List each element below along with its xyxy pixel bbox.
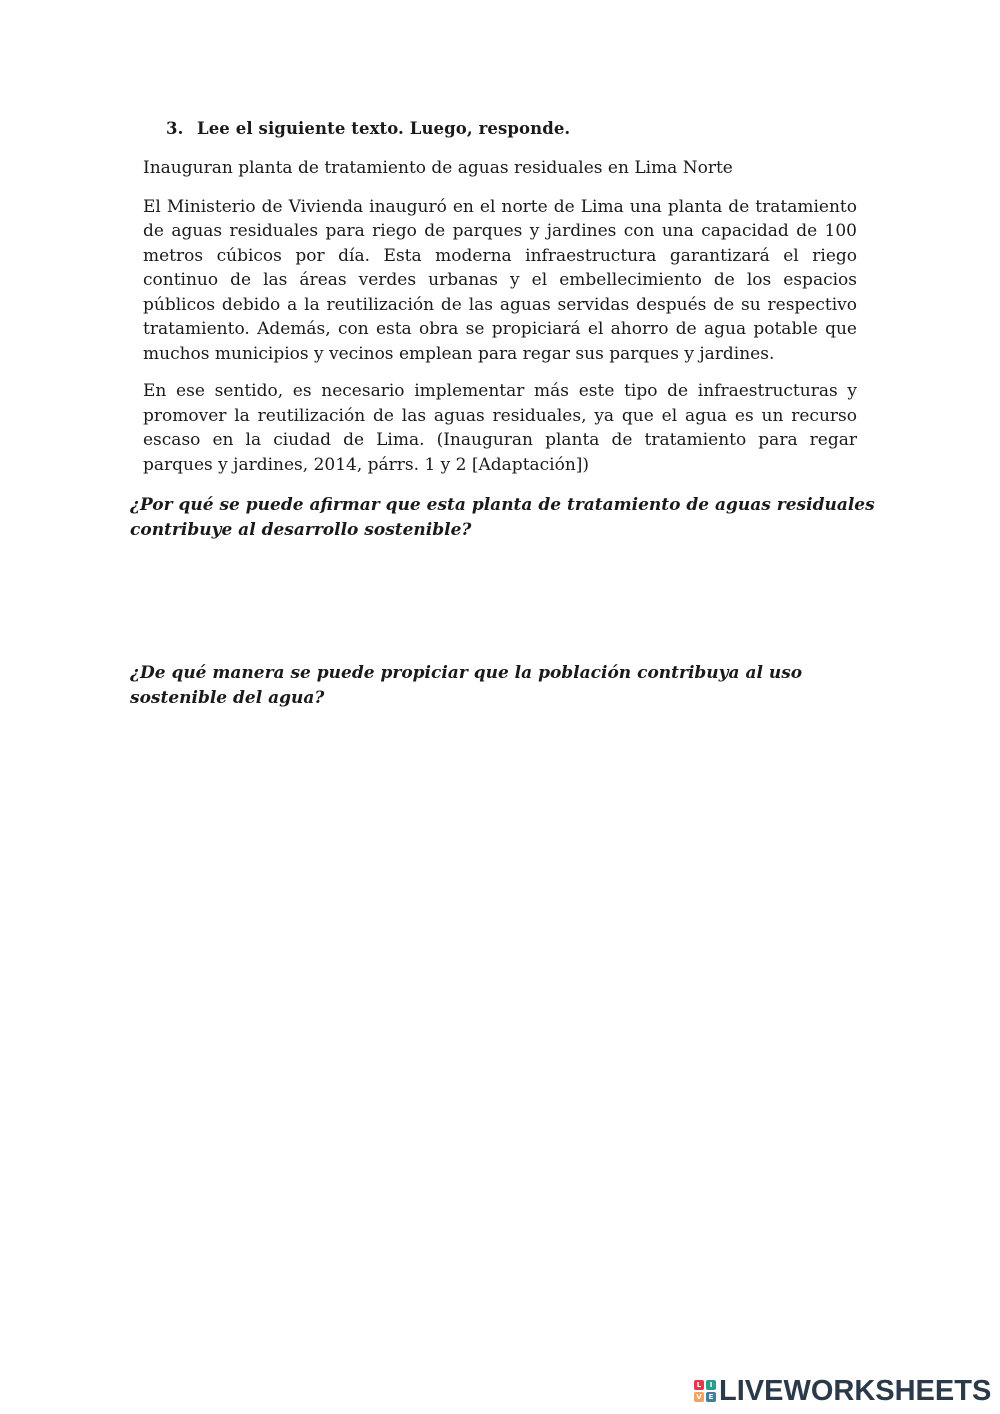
logo-mark-tile: I bbox=[706, 1380, 716, 1390]
logo-mark-tile: E bbox=[706, 1392, 716, 1402]
question-1: ¿Por qué se puede afirmar que esta planta de tratamiento de aguas residuales contribuye al desarrollo sostenible? bbox=[130, 495, 875, 540]
logo-mark-tile: V bbox=[694, 1392, 704, 1402]
logo-mark-tile: L bbox=[694, 1380, 704, 1390]
logo-mark-icon bbox=[694, 1380, 716, 1402]
article-paragraph-1: El Ministerio de Vivienda inauguró en el norte de Lima una planta de tratamiento de aguas residuales para riego de parques y jardines con una capacidad de 100 metros cúbicos por día. Esta moderna infraestructura garantizará el riego continuo de las áreas verdes urbanas y el embellecimiento de los espacios públicos debido a la reutilización de las aguas servidas después de su respectivo tratamiento. Además, con esta obra se propiciará el ahorro de agua potable que muchos municipios y vecinos emplean para regar sus parques y jardines. bbox=[143, 196, 857, 364]
answer-area-1[interactable] bbox=[130, 548, 880, 648]
exercise-heading bbox=[166, 119, 570, 138]
exercise-instruction: Lee el siguiente texto. Luego, responde. bbox=[197, 119, 571, 138]
article-title: Inauguran planta de tratamiento de aguas residuales en Lima Norte bbox=[143, 158, 733, 178]
article-paragraph-2: En ese sentido, es necesario implementar más este tipo de infraestructuras y promover la reutilización de las aguas residuales, ya que el agua es un recurso escaso en la ciudad de Lima. (Inauguran planta de tratamiento para regar parques y jardines, 2014, párrs. 1 y 2 [Adaptación]) bbox=[143, 381, 857, 475]
answer-area-2[interactable] bbox=[130, 700, 880, 1000]
exercise-number: 3. bbox=[166, 119, 184, 138]
reading-text bbox=[143, 156, 857, 490]
logo-text: LIVEWORKSHEETS bbox=[719, 1374, 992, 1407]
question-2: ¿De qué manera se puede propiciar que la población contribuya al uso sostenible del agua? bbox=[130, 663, 803, 708]
liveworksheets-logo bbox=[694, 1374, 991, 1408]
